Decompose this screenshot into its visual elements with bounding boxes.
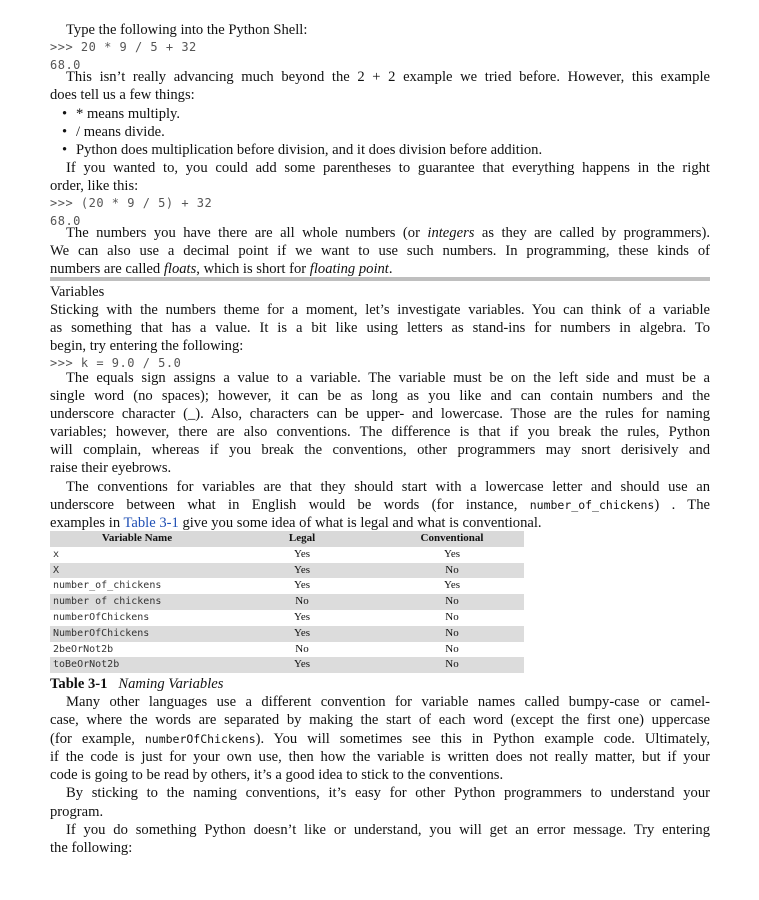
paragraph-line: Sticking with the numbers theme for a moment, let’s investigate variables. You can think of a variable — [50, 302, 710, 318]
paragraph-line: (for example, numberOfChickens). You will sometimes see this in Python example code. Ultimately, — [50, 731, 710, 747]
table-reference-link[interactable]: Table 3-1 — [123, 515, 179, 531]
paragraph-line: as something that has a value. It is a bit like using letters as stand-ins for numbers in algebra. To — [50, 320, 710, 336]
bullet-item: • * means multiply. — [62, 106, 181, 122]
cell-conventional: No — [445, 642, 459, 655]
paragraph-line: We can also use a decimal point if we want to use such numbers. In programming, these kinds of — [50, 243, 710, 259]
cell-legal: Yes — [293, 610, 310, 623]
paragraph-line: program. — [50, 804, 104, 820]
cell-legal: Yes — [224, 657, 380, 673]
cell-legal: No — [295, 642, 309, 655]
cell-variable-name: number_of_chickens — [53, 580, 162, 592]
bullet-icon: • — [62, 124, 68, 140]
cell-variable-name: numberOfChickens — [53, 611, 150, 623]
paragraph-line: This isn’t really advancing much beyond the 2 + 2 example we tried before. However, this example — [66, 69, 710, 85]
cell-legal: Yes — [224, 563, 380, 579]
table-row — [50, 578, 524, 594]
paragraph-line: begin, try entering the following: — [50, 338, 244, 354]
cell-variable-name: toBeOrNot2b — [50, 657, 224, 673]
code-example-3: >>> k = 9.0 / 5.0 — [50, 356, 182, 370]
cell-conventional: No — [380, 657, 524, 673]
cell-conventional: No — [380, 563, 524, 579]
paragraph-line: does tell us a few things: — [50, 87, 195, 103]
paragraph-line: numbers are called floats, which is short for floating point. — [50, 261, 393, 277]
code-example-2: >>> (20 * 9 / 5) + 32 — [50, 196, 213, 210]
paragraph-line: underscore between what in English would be words (for instance, number_of_chickens) . The — [50, 497, 710, 513]
code-output-2: 68.0 — [50, 214, 81, 228]
table-row — [50, 642, 524, 658]
paragraph-line: will complain, whereas if you break the conventions, other programmers may snort derisively and — [50, 442, 710, 458]
cell-variable-name: NumberOfChickens — [50, 626, 224, 642]
paragraph-line: single word (no spaces); however, it can be as long as you like and can contain numbers and the — [50, 388, 710, 404]
paragraph-line: Many other languages use a different convention for variable names called bumpy-case or camel- — [66, 694, 710, 710]
cell-conventional: Yes — [443, 547, 460, 560]
bullet-item: • Python does multiplication before division, and it does division before addition. — [62, 142, 543, 158]
paragraph-line: underscore character (_). Also, characters can be upper- and lowercase. Those are the rules for naming — [50, 406, 710, 422]
cell-legal: Yes — [224, 626, 380, 642]
cell-legal: No — [224, 594, 380, 610]
cell-variable-name: X — [50, 563, 224, 579]
cell-variable-name: number of chickens — [50, 594, 224, 610]
table-row — [50, 547, 524, 563]
cell-legal: Yes — [293, 547, 310, 560]
table-row — [50, 594, 524, 610]
paragraph-line: raise their eyebrows. — [50, 460, 172, 476]
paragraph-intro: Type the following into the Python Shell: — [66, 22, 308, 38]
paragraph-line: if the code is just for your own use, then how the variable is written does not really matter, but if your — [50, 749, 710, 765]
cell-conventional: No — [445, 610, 459, 623]
code-example-1: >>> 20 * 9 / 5 + 32 — [50, 40, 197, 54]
paragraph-line: If you wanted to, you could add some parentheses to guarantee that everything happens in the right — [66, 160, 710, 176]
cell-conventional: No — [380, 594, 524, 610]
table-row — [50, 626, 524, 642]
paragraph-line: If you do something Python doesn’t like or understand, you will get an error message. Try entering — [66, 822, 710, 838]
paragraph-line: case, where the words are separated by making the start of each word (except the first one) uppercase — [50, 712, 710, 728]
table-caption: Table 3-1 Naming Variables — [50, 676, 224, 692]
table-header-row — [50, 531, 524, 547]
section-heading: Variables — [50, 284, 105, 300]
cell-conventional: No — [380, 626, 524, 642]
cell-legal: Yes — [293, 579, 310, 592]
bullet-icon: • — [62, 142, 68, 158]
column-header: Conventional — [380, 531, 524, 547]
table-row — [50, 657, 524, 673]
paragraph-line: By sticking to the naming conventions, it’s easy for other Python programmers to understand your — [66, 785, 710, 801]
paragraph-line: The equals sign assigns a value to a variable. The variable must be on the left side and must be a — [66, 370, 710, 386]
paragraph-line: The numbers you have there are all whole numbers (or integers as they are called by programmers). — [66, 225, 710, 241]
cell-variable-name: 2beOrNot2b — [53, 643, 114, 655]
code-output-1: 68.0 — [50, 58, 81, 72]
table-row — [50, 610, 524, 626]
bullet-icon: • — [62, 106, 68, 122]
paragraph-line: the following: — [50, 840, 133, 856]
paragraph-line: order, like this: — [50, 178, 139, 194]
cell-variable-name: x — [53, 548, 60, 560]
cell-conventional: Yes — [443, 579, 460, 592]
paragraph-line: examples in Table 3-1 give you some idea of what is legal and what is conventional. — [50, 515, 542, 531]
paragraph-line: The conventions for variables are that they should start with a lowercase letter and should use an — [66, 479, 710, 495]
section-divider — [50, 277, 710, 281]
bullet-item: • / means divide. — [62, 124, 165, 140]
column-header: Variable Name — [50, 531, 224, 547]
paragraph-line: code is going to be read by others, it’s a good idea to stick to the conventions. — [50, 767, 504, 783]
column-header: Legal — [224, 531, 380, 547]
naming-variables-table — [50, 531, 524, 673]
table-row — [50, 563, 524, 579]
paragraph-line: variables; however, there are also conventions. The difference is that if you break the rules, Python — [50, 424, 710, 440]
